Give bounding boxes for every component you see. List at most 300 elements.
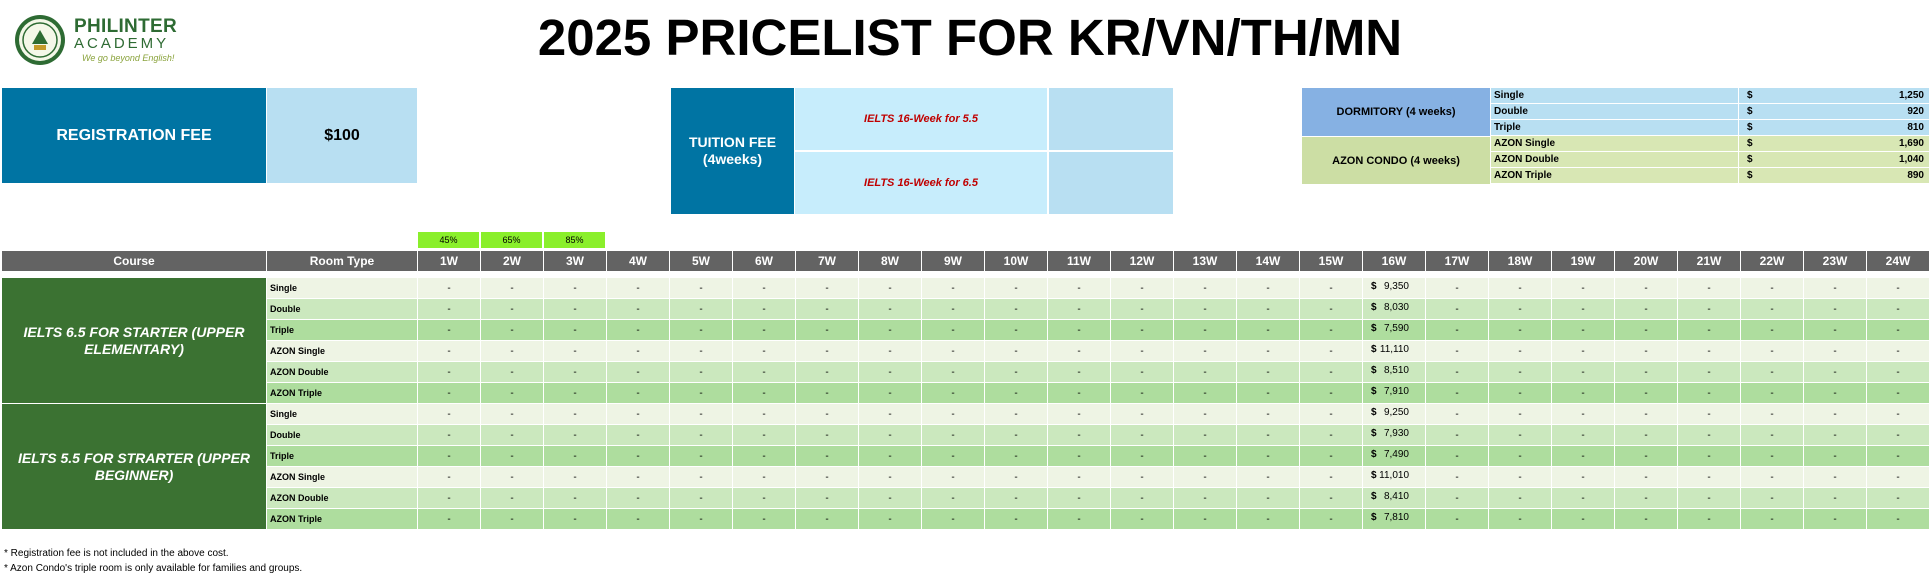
empty-price-cell: - bbox=[607, 446, 669, 466]
price-amount: 9,350 bbox=[1383, 281, 1409, 292]
empty-price-cell: - bbox=[544, 320, 606, 340]
empty-price-cell: - bbox=[1552, 278, 1614, 298]
week-column-header: 3W bbox=[544, 251, 606, 271]
empty-price-cell: - bbox=[1804, 404, 1866, 424]
room-type-cell: AZON Double bbox=[267, 362, 417, 382]
empty-price-cell: - bbox=[1615, 509, 1677, 529]
registration-fee-value: $100 bbox=[267, 88, 417, 183]
empty-price-cell: - bbox=[1426, 446, 1488, 466]
empty-price-cell: - bbox=[1741, 467, 1803, 487]
price-amount: 1,250 bbox=[1898, 90, 1924, 101]
empty-price-cell: - bbox=[1804, 362, 1866, 382]
empty-price-cell: - bbox=[544, 509, 606, 529]
empty-price-cell: - bbox=[1615, 467, 1677, 487]
price-amount: 810 bbox=[1907, 122, 1924, 133]
course-name: IELTS 6.5 FOR STARTER (UPPER ELEMENTARY) bbox=[2, 278, 266, 403]
empty-price-cell: - bbox=[1048, 425, 1110, 445]
brand-name: PHILINTER bbox=[74, 16, 177, 37]
empty-price-cell: - bbox=[922, 383, 984, 403]
price-cell bbox=[1363, 362, 1425, 382]
empty-price-cell: - bbox=[1615, 341, 1677, 361]
course-name: IELTS 5.5 FOR STRARTER (UPPER BEGINNER) bbox=[2, 404, 266, 529]
empty-price-cell: - bbox=[1867, 509, 1929, 529]
empty-price-cell: - bbox=[733, 425, 795, 445]
empty-price-cell: - bbox=[1111, 509, 1173, 529]
empty-price-cell: - bbox=[1678, 383, 1740, 403]
empty-price-cell: - bbox=[1237, 488, 1299, 508]
empty-price-cell: - bbox=[1552, 404, 1614, 424]
week-column-header: 7W bbox=[796, 251, 858, 271]
empty-price-cell: - bbox=[1111, 425, 1173, 445]
empty-price-cell: - bbox=[859, 467, 921, 487]
week-column-header: 6W bbox=[733, 251, 795, 271]
academy-logo bbox=[14, 14, 189, 68]
empty-price-cell: - bbox=[481, 362, 543, 382]
empty-price-cell: - bbox=[544, 278, 606, 298]
week-column-header: 11W bbox=[1048, 251, 1110, 271]
week-column-header: 9W bbox=[922, 251, 984, 271]
empty-price-cell: - bbox=[1048, 404, 1110, 424]
empty-price-cell: - bbox=[1426, 425, 1488, 445]
empty-price-cell: - bbox=[544, 488, 606, 508]
empty-price-cell: - bbox=[985, 488, 1047, 508]
empty-price-cell: - bbox=[1804, 341, 1866, 361]
empty-price-cell: - bbox=[1426, 299, 1488, 319]
empty-price-cell: - bbox=[796, 320, 858, 340]
empty-price-cell: - bbox=[1111, 383, 1173, 403]
room-type-cell: AZON Triple bbox=[267, 383, 417, 403]
empty-price-cell: - bbox=[733, 509, 795, 529]
currency-symbol: $ bbox=[1371, 365, 1377, 376]
week-column-header: 13W bbox=[1174, 251, 1236, 271]
empty-price-cell: - bbox=[418, 278, 480, 298]
empty-price-cell: - bbox=[1426, 362, 1488, 382]
empty-price-cell: - bbox=[733, 383, 795, 403]
empty-price-cell: - bbox=[607, 509, 669, 529]
tuition-fee-label: TUITION FEE (4weeks) bbox=[671, 88, 794, 214]
empty-price-cell: - bbox=[1489, 467, 1551, 487]
empty-price-cell: - bbox=[607, 320, 669, 340]
week-column-header: 23W bbox=[1804, 251, 1866, 271]
empty-price-cell: - bbox=[1615, 320, 1677, 340]
empty-price-cell: - bbox=[1048, 509, 1110, 529]
empty-price-cell: - bbox=[796, 467, 858, 487]
accommodation-room-price bbox=[1739, 120, 1929, 135]
empty-price-cell: - bbox=[1552, 320, 1614, 340]
currency-symbol: $ bbox=[1747, 170, 1753, 181]
empty-price-cell: - bbox=[985, 341, 1047, 361]
empty-price-cell: - bbox=[670, 299, 732, 319]
empty-price-cell: - bbox=[1552, 509, 1614, 529]
empty-price-cell: - bbox=[796, 425, 858, 445]
empty-price-cell: - bbox=[1300, 320, 1362, 340]
empty-price-cell: - bbox=[1111, 467, 1173, 487]
price-amount: 8,510 bbox=[1383, 365, 1409, 376]
currency-symbol: $ bbox=[1747, 90, 1753, 101]
empty-price-cell: - bbox=[1048, 467, 1110, 487]
empty-price-cell: - bbox=[1552, 299, 1614, 319]
empty-price-cell: - bbox=[544, 425, 606, 445]
empty-price-cell: - bbox=[733, 320, 795, 340]
accommodation-room-type: AZON Double bbox=[1491, 152, 1738, 167]
empty-price-cell: - bbox=[1048, 362, 1110, 382]
note-registration: * Registration fee is not included in the above cost. bbox=[4, 548, 229, 559]
registration-fee-label: REGISTRATION FEE bbox=[2, 88, 266, 183]
price-amount: 1,690 bbox=[1898, 138, 1924, 149]
room-type-cell: Triple bbox=[267, 446, 417, 466]
empty-price-cell: - bbox=[1678, 488, 1740, 508]
empty-price-cell: - bbox=[1615, 362, 1677, 382]
empty-price-cell: - bbox=[859, 299, 921, 319]
empty-price-cell: - bbox=[544, 446, 606, 466]
empty-price-cell: - bbox=[670, 509, 732, 529]
course-column-header: Course bbox=[2, 251, 266, 271]
empty-price-cell: - bbox=[1804, 509, 1866, 529]
empty-price-cell: - bbox=[670, 488, 732, 508]
empty-price-cell: - bbox=[544, 362, 606, 382]
empty-price-cell: - bbox=[796, 341, 858, 361]
empty-price-cell: - bbox=[1678, 341, 1740, 361]
empty-price-cell: - bbox=[607, 278, 669, 298]
room-type-cell: Double bbox=[267, 299, 417, 319]
empty-price-cell: - bbox=[859, 446, 921, 466]
empty-price-cell: - bbox=[796, 278, 858, 298]
empty-price-cell: - bbox=[1426, 467, 1488, 487]
empty-price-cell: - bbox=[985, 278, 1047, 298]
empty-price-cell: - bbox=[922, 446, 984, 466]
empty-price-cell: - bbox=[1741, 278, 1803, 298]
empty-price-cell: - bbox=[796, 299, 858, 319]
empty-price-cell: - bbox=[796, 362, 858, 382]
accommodation-room-price bbox=[1739, 88, 1929, 103]
empty-price-cell: - bbox=[418, 341, 480, 361]
empty-price-cell: - bbox=[1237, 467, 1299, 487]
empty-price-cell: - bbox=[481, 467, 543, 487]
week-column-header: 21W bbox=[1678, 251, 1740, 271]
empty-price-cell: - bbox=[1678, 467, 1740, 487]
empty-price-cell: - bbox=[1489, 299, 1551, 319]
empty-price-cell: - bbox=[1489, 383, 1551, 403]
empty-price-cell: - bbox=[607, 362, 669, 382]
empty-price-cell: - bbox=[418, 446, 480, 466]
empty-price-cell: - bbox=[1300, 425, 1362, 445]
tuition-course-1: IELTS 16-Week for 5.5 bbox=[795, 88, 1047, 150]
empty-price-cell: - bbox=[1489, 404, 1551, 424]
empty-price-cell: - bbox=[1804, 446, 1866, 466]
accommodation-room-type: AZON Single bbox=[1491, 136, 1738, 151]
empty-price-cell: - bbox=[544, 404, 606, 424]
price-cell bbox=[1363, 509, 1425, 529]
empty-price-cell: - bbox=[544, 299, 606, 319]
price-amount: 9,250 bbox=[1383, 407, 1409, 418]
empty-price-cell: - bbox=[418, 425, 480, 445]
empty-price-cell: - bbox=[1426, 320, 1488, 340]
empty-price-cell: - bbox=[1678, 278, 1740, 298]
empty-price-cell: - bbox=[1678, 404, 1740, 424]
price-cell bbox=[1363, 320, 1425, 340]
empty-price-cell: - bbox=[985, 320, 1047, 340]
empty-price-cell: - bbox=[544, 341, 606, 361]
empty-price-cell: - bbox=[1804, 278, 1866, 298]
empty-price-cell: - bbox=[481, 341, 543, 361]
empty-price-cell: - bbox=[1111, 341, 1173, 361]
academy-seal-icon bbox=[14, 14, 66, 66]
empty-price-cell: - bbox=[922, 425, 984, 445]
empty-price-cell: - bbox=[1678, 299, 1740, 319]
empty-price-cell: - bbox=[1867, 278, 1929, 298]
empty-price-cell: - bbox=[1615, 446, 1677, 466]
empty-price-cell: - bbox=[859, 425, 921, 445]
empty-price-cell: - bbox=[607, 488, 669, 508]
empty-price-cell: - bbox=[670, 362, 732, 382]
empty-price-cell: - bbox=[1111, 446, 1173, 466]
empty-price-cell: - bbox=[1741, 509, 1803, 529]
price-amount: 920 bbox=[1907, 106, 1924, 117]
empty-price-cell: - bbox=[607, 299, 669, 319]
empty-price-cell: - bbox=[481, 320, 543, 340]
empty-price-cell: - bbox=[1237, 320, 1299, 340]
brand-subname: ACADEMY bbox=[74, 35, 170, 52]
empty-price-cell: - bbox=[544, 467, 606, 487]
empty-price-cell: - bbox=[1174, 278, 1236, 298]
empty-price-cell: - bbox=[1678, 425, 1740, 445]
price-amount: 7,810 bbox=[1383, 512, 1409, 523]
empty-price-cell: - bbox=[481, 425, 543, 445]
price-amount: 7,910 bbox=[1383, 386, 1409, 397]
empty-price-cell: - bbox=[1237, 425, 1299, 445]
empty-price-cell: - bbox=[733, 299, 795, 319]
empty-price-cell: - bbox=[418, 467, 480, 487]
empty-price-cell: - bbox=[796, 488, 858, 508]
room-type-cell: Triple bbox=[267, 320, 417, 340]
empty-price-cell: - bbox=[796, 383, 858, 403]
room-type-cell: AZON Single bbox=[267, 341, 417, 361]
empty-price-cell: - bbox=[418, 299, 480, 319]
empty-price-cell: - bbox=[670, 383, 732, 403]
empty-price-cell: - bbox=[1552, 425, 1614, 445]
empty-price-cell: - bbox=[1237, 404, 1299, 424]
empty-price-cell: - bbox=[985, 509, 1047, 529]
empty-price-cell: - bbox=[1237, 509, 1299, 529]
empty-price-cell: - bbox=[1804, 320, 1866, 340]
empty-price-cell: - bbox=[1300, 404, 1362, 424]
empty-price-cell: - bbox=[1552, 488, 1614, 508]
accommodation-room-price bbox=[1739, 168, 1929, 183]
empty-price-cell: - bbox=[607, 425, 669, 445]
price-cell bbox=[1363, 278, 1425, 298]
currency-symbol: $ bbox=[1371, 344, 1377, 355]
empty-price-cell: - bbox=[1867, 383, 1929, 403]
empty-price-cell: - bbox=[922, 509, 984, 529]
empty-price-cell: - bbox=[607, 341, 669, 361]
price-cell bbox=[1363, 341, 1425, 361]
week-column-header: 15W bbox=[1300, 251, 1362, 271]
page-title: 2025 PRICELIST FOR KR/VN/TH/MN bbox=[537, 9, 1403, 66]
currency-symbol: $ bbox=[1371, 470, 1377, 481]
empty-price-cell: - bbox=[1300, 467, 1362, 487]
empty-price-cell: - bbox=[1111, 278, 1173, 298]
week-column-header: 4W bbox=[607, 251, 669, 271]
empty-price-cell: - bbox=[922, 320, 984, 340]
currency-symbol: $ bbox=[1371, 407, 1377, 418]
empty-price-cell: - bbox=[1174, 509, 1236, 529]
empty-price-cell: - bbox=[1174, 488, 1236, 508]
empty-price-cell: - bbox=[1111, 320, 1173, 340]
empty-price-cell: - bbox=[796, 404, 858, 424]
empty-price-cell: - bbox=[733, 404, 795, 424]
accommodation-room-type: Double bbox=[1491, 104, 1738, 119]
empty-price-cell: - bbox=[985, 299, 1047, 319]
empty-price-cell: - bbox=[796, 446, 858, 466]
empty-price-cell: - bbox=[1300, 488, 1362, 508]
price-amount: 8,410 bbox=[1383, 491, 1409, 502]
empty-price-cell: - bbox=[1048, 446, 1110, 466]
empty-price-cell: - bbox=[1615, 488, 1677, 508]
currency-symbol: $ bbox=[1747, 138, 1753, 149]
empty-price-cell: - bbox=[1489, 446, 1551, 466]
empty-price-cell: - bbox=[733, 446, 795, 466]
currency-symbol: $ bbox=[1747, 154, 1753, 165]
empty-price-cell: - bbox=[1237, 341, 1299, 361]
currency-symbol: $ bbox=[1371, 512, 1377, 523]
empty-price-cell: - bbox=[607, 383, 669, 403]
empty-price-cell: - bbox=[1741, 488, 1803, 508]
price-amount: 7,590 bbox=[1383, 323, 1409, 334]
empty-price-cell: - bbox=[670, 467, 732, 487]
empty-price-cell: - bbox=[985, 362, 1047, 382]
empty-price-cell: - bbox=[1174, 383, 1236, 403]
empty-price-cell: - bbox=[922, 341, 984, 361]
empty-price-cell: - bbox=[481, 488, 543, 508]
empty-price-cell: - bbox=[1867, 362, 1929, 382]
empty-price-cell: - bbox=[1552, 362, 1614, 382]
empty-price-cell: - bbox=[670, 425, 732, 445]
empty-price-cell: - bbox=[1048, 299, 1110, 319]
empty-price-cell: - bbox=[1174, 341, 1236, 361]
empty-price-cell: - bbox=[733, 278, 795, 298]
empty-price-cell: - bbox=[1489, 425, 1551, 445]
week-column-header: 22W bbox=[1741, 251, 1803, 271]
price-amount: 890 bbox=[1907, 170, 1924, 181]
empty-price-cell: - bbox=[733, 341, 795, 361]
empty-price-cell: - bbox=[1678, 509, 1740, 529]
tuition-course-2: IELTS 16-Week for 6.5 bbox=[795, 152, 1047, 214]
empty-price-cell: - bbox=[859, 320, 921, 340]
empty-price-cell: - bbox=[607, 404, 669, 424]
empty-price-cell: - bbox=[985, 425, 1047, 445]
empty-price-cell: - bbox=[1237, 362, 1299, 382]
note-azon-triple: * Azon Condo's triple room is only available for families and groups. bbox=[4, 563, 303, 574]
empty-price-cell: - bbox=[1111, 299, 1173, 319]
room-type-cell: AZON Double bbox=[267, 488, 417, 508]
empty-price-cell: - bbox=[1804, 467, 1866, 487]
empty-price-cell: - bbox=[1300, 383, 1362, 403]
empty-price-cell: - bbox=[985, 446, 1047, 466]
empty-price-cell: - bbox=[985, 467, 1047, 487]
empty-price-cell: - bbox=[859, 509, 921, 529]
azon-condo-label: AZON CONDO (4 weeks) bbox=[1302, 137, 1490, 184]
empty-price-cell: - bbox=[481, 446, 543, 466]
empty-price-cell: - bbox=[922, 278, 984, 298]
empty-price-cell: - bbox=[1489, 509, 1551, 529]
empty-price-cell: - bbox=[1615, 425, 1677, 445]
room-type-cell: Double bbox=[267, 425, 417, 445]
empty-price-cell: - bbox=[481, 383, 543, 403]
empty-price-cell: - bbox=[1552, 341, 1614, 361]
empty-price-cell: - bbox=[1237, 278, 1299, 298]
empty-price-cell: - bbox=[1741, 362, 1803, 382]
room-type-cell: AZON Triple bbox=[267, 509, 417, 529]
empty-price-cell: - bbox=[1741, 446, 1803, 466]
empty-price-cell: - bbox=[481, 299, 543, 319]
week-column-header: 24W bbox=[1867, 251, 1929, 271]
empty-price-cell: - bbox=[859, 404, 921, 424]
empty-price-cell: - bbox=[1804, 299, 1866, 319]
empty-price-cell: - bbox=[1426, 488, 1488, 508]
price-cell bbox=[1363, 488, 1425, 508]
dormitory-label: DORMITORY (4 weeks) bbox=[1302, 88, 1490, 136]
empty-price-cell: - bbox=[1300, 341, 1362, 361]
empty-price-cell: - bbox=[1867, 446, 1929, 466]
currency-symbol: $ bbox=[1371, 281, 1377, 292]
price-cell bbox=[1363, 383, 1425, 403]
empty-price-cell: - bbox=[1489, 488, 1551, 508]
empty-price-cell: - bbox=[1489, 362, 1551, 382]
empty-price-cell: - bbox=[1426, 341, 1488, 361]
empty-price-cell: - bbox=[1678, 446, 1740, 466]
tuition-price-1 bbox=[1049, 88, 1173, 150]
empty-price-cell: - bbox=[1426, 404, 1488, 424]
empty-price-cell: - bbox=[1867, 299, 1929, 319]
empty-price-cell: - bbox=[1300, 299, 1362, 319]
empty-price-cell: - bbox=[1426, 278, 1488, 298]
week-column-header: 20W bbox=[1615, 251, 1677, 271]
empty-price-cell: - bbox=[985, 383, 1047, 403]
price-amount: 11,010 bbox=[1379, 470, 1409, 481]
empty-price-cell: - bbox=[481, 509, 543, 529]
price-amount: 8,030 bbox=[1383, 302, 1409, 313]
empty-price-cell: - bbox=[922, 299, 984, 319]
currency-symbol: $ bbox=[1371, 449, 1377, 460]
accommodation-room-price bbox=[1739, 152, 1929, 167]
week-column-header: 17W bbox=[1426, 251, 1488, 271]
currency-symbol: $ bbox=[1371, 428, 1377, 439]
empty-price-cell: - bbox=[544, 383, 606, 403]
price-cell bbox=[1363, 446, 1425, 466]
currency-symbol: $ bbox=[1371, 323, 1377, 334]
empty-price-cell: - bbox=[670, 404, 732, 424]
empty-price-cell: - bbox=[859, 488, 921, 508]
empty-price-cell: - bbox=[1615, 278, 1677, 298]
empty-price-cell: - bbox=[796, 509, 858, 529]
week-column-header: 1W bbox=[418, 251, 480, 271]
empty-price-cell: - bbox=[1111, 362, 1173, 382]
empty-price-cell: - bbox=[670, 320, 732, 340]
empty-price-cell: - bbox=[418, 404, 480, 424]
price-cell bbox=[1363, 299, 1425, 319]
accommodation-room-price bbox=[1739, 136, 1929, 151]
empty-price-cell: - bbox=[481, 404, 543, 424]
empty-price-cell: - bbox=[1552, 383, 1614, 403]
empty-price-cell: - bbox=[859, 362, 921, 382]
empty-price-cell: - bbox=[859, 341, 921, 361]
empty-price-cell: - bbox=[985, 404, 1047, 424]
empty-price-cell: - bbox=[1426, 383, 1488, 403]
room-type-cell: Single bbox=[267, 278, 417, 298]
empty-price-cell: - bbox=[1048, 341, 1110, 361]
empty-price-cell: - bbox=[1174, 404, 1236, 424]
empty-price-cell: - bbox=[670, 446, 732, 466]
